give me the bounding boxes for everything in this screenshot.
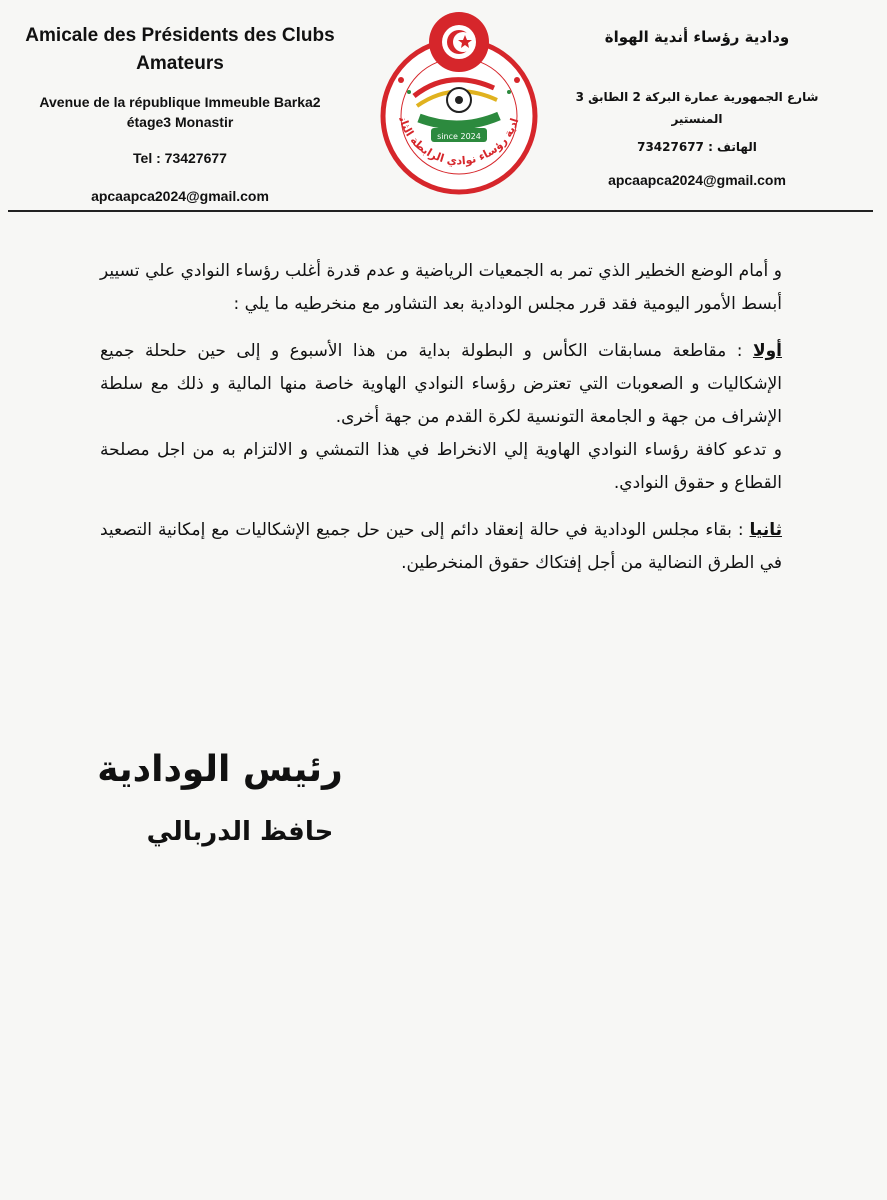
point-two-text: : بقاء مجلس الودادية في حالة إنعقاد دائم إلى حين حل جميع الإشكاليات مع إمكانية التصعيد في الطرق النضالية من أجل إفتكاك حقوق المنخرطين. (100, 520, 782, 573)
address-ar-line1: شارع الجمهورية عمارة البركة 2 الطابق 3 (575, 90, 819, 104)
intro-paragraph: و أمام الوضع الخطير الذي تمر به الجمعيات الرياضية و عدم قدرة أغلب رؤساء النوادي علي تسيير أبسط الأمور اليومية فقد قرر مجلس الودادية بعد التشاور مع منخرطيه ما يلي : (100, 261, 782, 314)
org-name-fr-line1: Amicale des Présidents des Clubs (25, 25, 335, 46)
header-divider (8, 210, 873, 212)
email-fr: apcaapca2024@gmail.com (91, 188, 269, 204)
point-one-label: أولا (752, 341, 782, 361)
email-ar: apcaapca2024@gmail.com (608, 172, 786, 188)
header-right-block (547, 28, 847, 188)
point-two-label: ثانيا (749, 520, 782, 540)
address-ar (547, 86, 847, 130)
org-name-fr-line2: Amateurs (136, 53, 224, 74)
signature-block (60, 740, 380, 856)
address-fr-line1: Avenue de la république Immeuble Barka2 (39, 94, 321, 110)
address-fr (10, 92, 350, 132)
point-one-extra: و تدعو كافة رؤساء النوادي الهاوية إلي الانخراط في هذا التمشي و الالتزام به من اجل مصلحة القطاع و حقوق النوادي. (100, 440, 782, 493)
point-one-paragraph (100, 335, 782, 434)
letter-body (100, 255, 782, 580)
association-logo (369, 8, 549, 198)
org-name-ar: ودادية رؤساء أندية الهواة (604, 28, 790, 46)
signature-name: حافظ الدربالي (146, 817, 334, 847)
signature-title: رئيس الودادية (97, 749, 343, 790)
point-two-paragraph (100, 514, 782, 580)
org-name-fr (10, 22, 350, 78)
header-left-block (10, 22, 350, 204)
address-ar-line2: المنستير (671, 112, 723, 126)
tel-ar: الهاتف : 73427677 (637, 140, 757, 154)
address-fr-line2: étage3 Monastir (126, 114, 234, 130)
tel-fr: Tel : 73427677 (133, 150, 227, 166)
logo-badge-text: since 2024 (437, 132, 481, 141)
logo-ring-text: ادية رؤساء نوادي الرابطة الثان (396, 115, 522, 168)
point-one-text: : مقاطعة مسابقات الكأس و البطولة بداية من هذا الأسبوع و إلى حين حلحلة جميع الإشكاليات و الصعوبات التي تعترض رؤساء النوادي الهاوية خاصة منها المالية و ذلك مع سلطة الإشراف من جهة و الجامعة التونسية لكرة القدم من جهة أخرى. (100, 341, 782, 427)
